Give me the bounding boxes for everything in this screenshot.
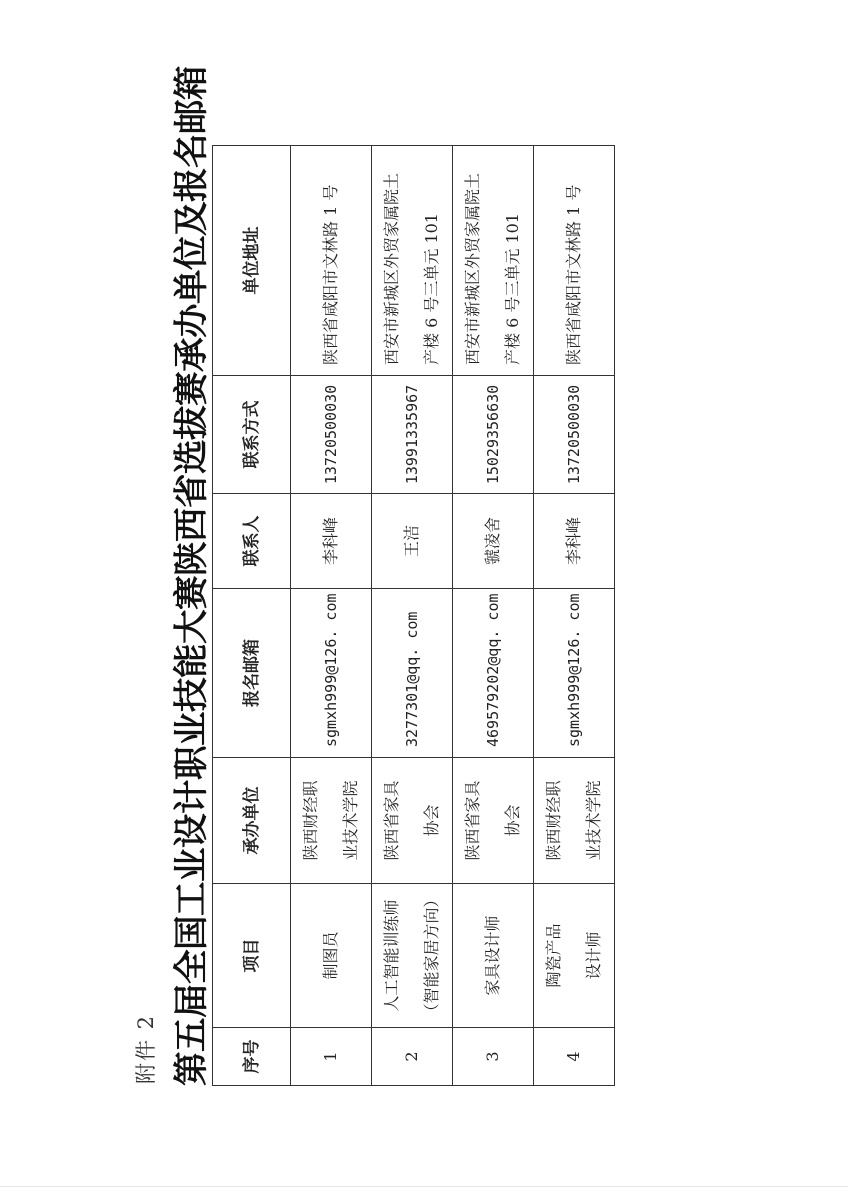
cell-project-line: 制图员 (321, 931, 340, 980)
cell-phone: 13720500030 (291, 376, 372, 494)
cell-project (453, 884, 534, 1028)
cell-contact-person: 王洁 (372, 494, 453, 589)
cell-project-line: 人工智能训练师 (382, 899, 401, 1012)
document-title: 第五届全国工业设计职业技能大赛陕西省选拔赛承办单位及报名邮箱 (172, 66, 212, 1086)
cell-email: 469579202@qq. com (453, 589, 534, 758)
cell-organizer-line: 陕西财经职 (301, 780, 320, 861)
cell-project-line: 设计师 (584, 931, 603, 980)
cell-phone: 13991335967 (372, 376, 453, 494)
cell-address (372, 146, 453, 376)
cell-project (534, 884, 615, 1028)
header-organizer: 承办单位 (213, 758, 291, 884)
cell-project (291, 884, 372, 1028)
header-project: 项目 (213, 884, 291, 1028)
cell-address (291, 146, 372, 376)
cell-email: 3277301@qq. com (372, 589, 453, 758)
cell-email: sgmxh999@126. com (534, 589, 615, 758)
cell-organizer-line: 业技术学院 (341, 780, 360, 861)
cell-address-line: 陕西省咸阳市文林路 1 号 (564, 184, 583, 365)
cell-organizer-line: 陕西财经职 (544, 780, 563, 861)
cell-project-line: 陶瓷产品 (544, 923, 563, 988)
table-row (534, 146, 615, 1086)
cell-address-line: 产楼 6 号三单元 101 (503, 213, 522, 365)
cell-organizer-line: 协会 (422, 804, 441, 837)
table-row (453, 146, 534, 1086)
cell-address-line: 陕西省咸阳市文林路 1 号 (321, 184, 340, 365)
cell-address (534, 146, 615, 376)
cell-project-line: 家具设计师 (483, 915, 502, 996)
scan-edge-line (0, 1186, 848, 1187)
cell-organizer-line: 陕西省家具 (463, 780, 482, 861)
cell-address-line: 西安市新城区外贸家属院土 (382, 172, 401, 365)
cell-contact-person: 李科峰 (291, 494, 372, 589)
cell-organizer-line: 陕西省家具 (382, 780, 401, 861)
cell-organizer (453, 758, 534, 884)
cell-organizer-line: 业技术学院 (584, 780, 603, 861)
cell-organizer (534, 758, 615, 884)
cell-no: 4 (534, 1028, 615, 1086)
table-header-row (213, 146, 291, 1086)
cell-contact-person: 李科峰 (534, 494, 615, 589)
header-address: 单位地址 (213, 146, 291, 376)
cell-organizer (372, 758, 453, 884)
header-phone: 联系方式 (213, 376, 291, 494)
header-no: 序号 (213, 1028, 291, 1086)
table-row (372, 146, 453, 1086)
cell-project (372, 884, 453, 1028)
cell-address-line: 产楼 6 号三单元 101 (422, 213, 441, 365)
table-row (291, 146, 372, 1086)
cell-project-line: （智能家居方向） (422, 891, 441, 1020)
cell-phone: 13720500030 (534, 376, 615, 494)
cell-contact-person: 虢凌舍 (453, 494, 534, 589)
header-contact-person: 联系人 (213, 494, 291, 589)
registration-table (212, 145, 615, 1086)
header-email: 报名邮箱 (213, 589, 291, 758)
cell-organizer (291, 758, 372, 884)
cell-no: 1 (291, 1028, 372, 1086)
cell-address-line: 西安市新城区外贸家属院土 (463, 172, 482, 365)
cell-organizer-line: 协会 (503, 804, 522, 837)
attachment-label: 附件 2 (134, 1013, 158, 1084)
cell-no: 2 (372, 1028, 453, 1086)
cell-no: 3 (453, 1028, 534, 1086)
cell-email: sgmxh999@126. com (291, 589, 372, 758)
cell-address (453, 146, 534, 376)
cell-phone: 15029356630 (453, 376, 534, 494)
